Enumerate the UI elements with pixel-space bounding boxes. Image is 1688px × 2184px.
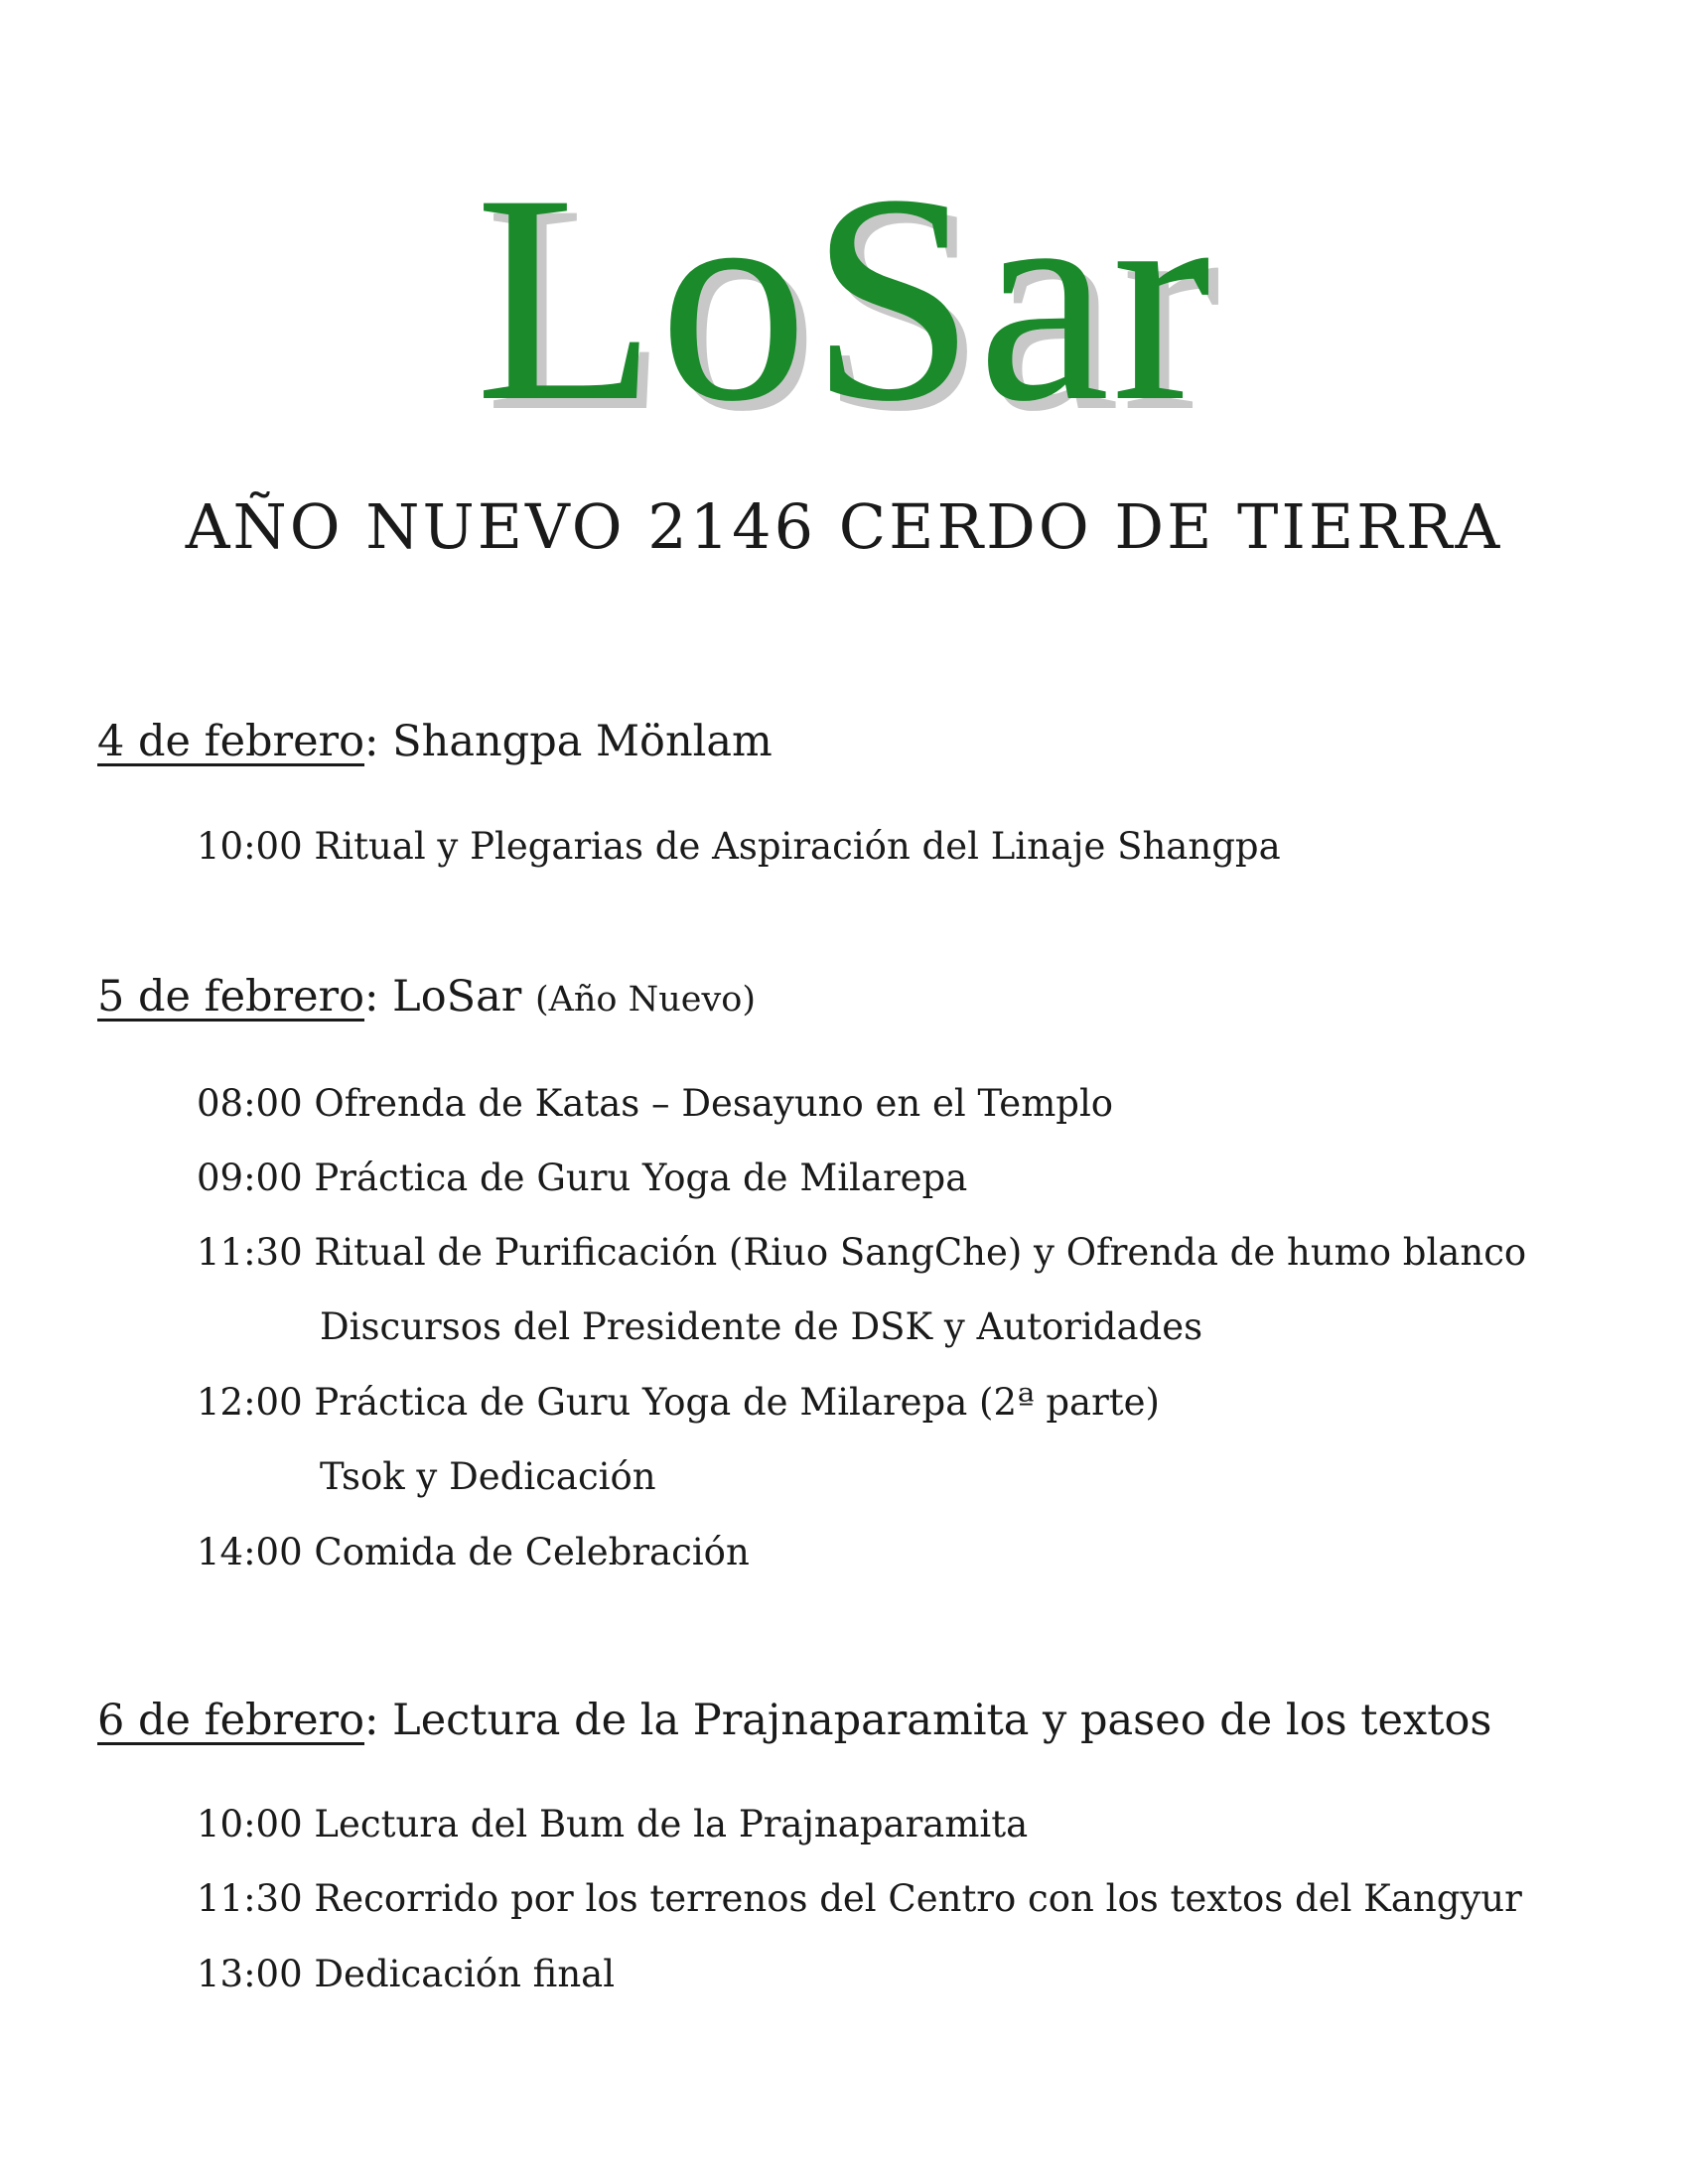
- day-event: LoSar: [378, 972, 535, 1022]
- day-event: Lectura de la Prajnaparamita y paseo de los textos: [378, 1696, 1492, 1745]
- day-separator: :: [364, 717, 379, 766]
- day-date: 5 de febrero: [97, 972, 365, 1022]
- day-date: 4 de febrero: [97, 717, 365, 766]
- schedule-item: 11:30 Ritual de Purificación (Riuo SangChe) y Ofrenda de humo blanco: [197, 1231, 1527, 1274]
- schedule-item: 11:30 Recorrido por los terrenos del Centro con los textos del Kangyur: [197, 1877, 1522, 1920]
- schedule-item: 13:00 Dedicación final: [197, 1953, 616, 1995]
- schedule-item: 12:00 Práctica de Guru Yoga de Milarepa (2ª parte): [197, 1381, 1160, 1424]
- schedule-item-continuation: Tsok y Dedicación: [320, 1455, 656, 1498]
- day-event: Shangpa Mönlam: [378, 717, 773, 766]
- day-heading-feb-6: [97, 1696, 1492, 1745]
- day-separator: :: [364, 1696, 379, 1745]
- schedule-item-continuation: Discursos del Presidente de DSK y Autoridades: [320, 1305, 1203, 1348]
- page-title: LoSar: [475, 133, 1213, 463]
- day-separator: :: [364, 972, 379, 1022]
- day-note: (Año Nuevo): [534, 980, 757, 1020]
- day-heading-feb-5: [97, 972, 757, 1022]
- schedule-item: 09:00 Práctica de Guru Yoga de Milarepa: [197, 1157, 968, 1199]
- schedule-item: 08:00 Ofrenda de Katas – Desayuno en el Templo: [197, 1082, 1114, 1125]
- schedule-item: 14:00 Comida de Celebración: [197, 1531, 750, 1573]
- schedule-item: 10:00 Lectura del Bum de la Prajnaparamita: [197, 1803, 1029, 1845]
- page-subtitle: AÑO NUEVO 2146 CERDO DE TIERRA: [185, 490, 1503, 563]
- day-heading-feb-4: [97, 717, 773, 766]
- schedule-item: 10:00 Ritual y Plegarias de Aspiración del Linaje Shangpa: [197, 825, 1281, 868]
- day-date: 6 de febrero: [97, 1696, 365, 1745]
